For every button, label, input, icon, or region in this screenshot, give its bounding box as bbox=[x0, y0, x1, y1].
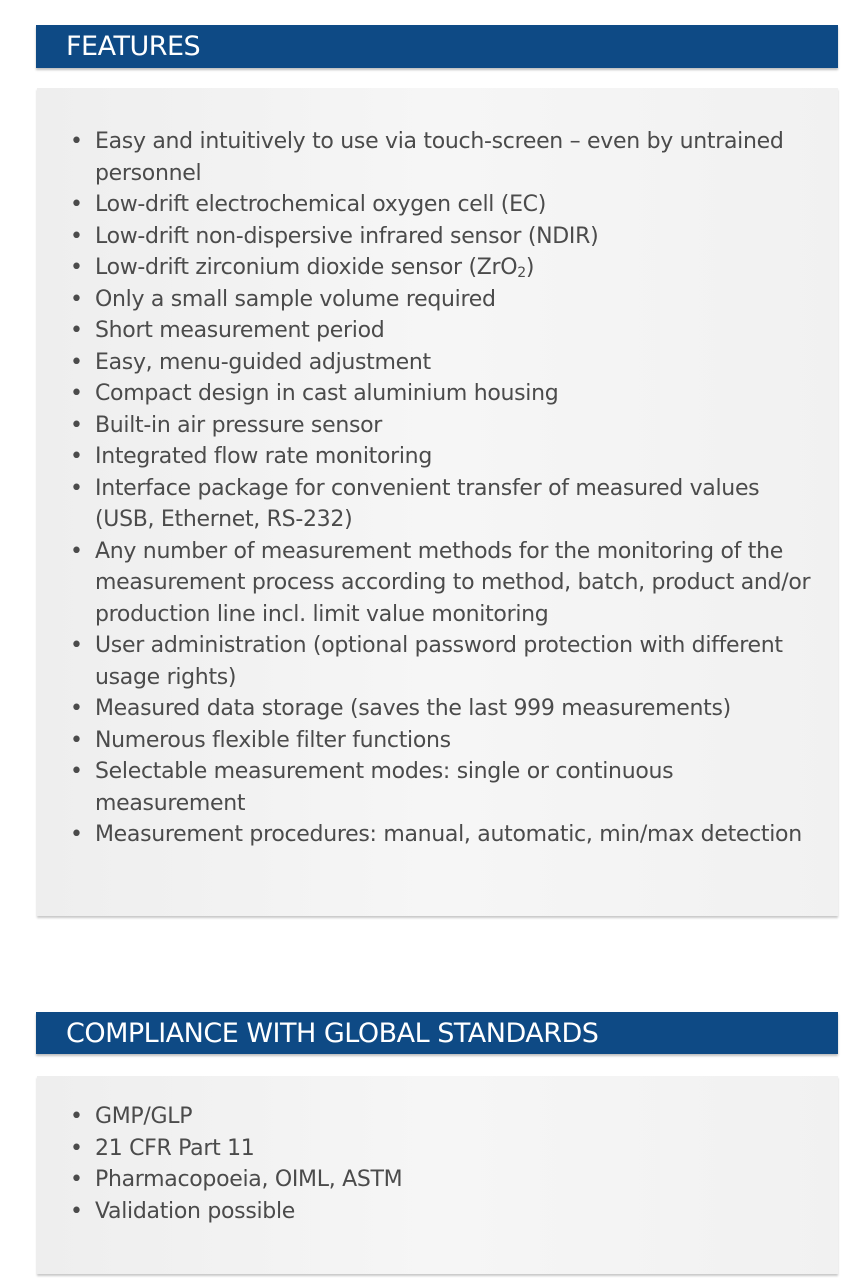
bullet-icon: • bbox=[70, 192, 83, 217]
list-item: • Low-drift non-dispersive infrared sensor (NDIR) bbox=[95, 221, 825, 253]
list-item: • Built-in air pressure sensor bbox=[95, 410, 825, 442]
bullet-icon: • bbox=[70, 1104, 83, 1129]
list-item: • User administration (optional password protection with different usage rights) bbox=[95, 630, 825, 693]
bullet-icon: • bbox=[70, 255, 83, 280]
compliance-header bbox=[36, 1012, 838, 1054]
list-item: • Numerous flexible filter functions bbox=[95, 725, 825, 757]
list-item: • 21 CFR Part 11 bbox=[95, 1133, 825, 1165]
list-item: • Compact design in cast aluminium housing bbox=[95, 378, 825, 410]
bullet-icon: • bbox=[70, 223, 83, 249]
list-item: • Low-drift electrochemical oxygen cell (EC) bbox=[95, 189, 825, 221]
list-item: • Easy and intuitively to use via touch-screen – even by untrained personnel bbox=[95, 126, 825, 189]
list-item: • Selectable measurement modes: single or continuous measurement bbox=[95, 756, 825, 819]
list-item: • Measurement procedures: manual, automatic, min/max detection bbox=[95, 819, 825, 851]
bullet-icon: • bbox=[70, 1135, 83, 1161]
bullet-icon: • bbox=[70, 1198, 83, 1224]
list-item: • Pharmacopoeia, OIML, ASTM bbox=[95, 1164, 825, 1196]
list-item: • Measured data storage (saves the last 999 measurements) bbox=[95, 693, 825, 725]
bullet-icon: • bbox=[70, 475, 83, 501]
features-header bbox=[36, 25, 838, 68]
bullet-icon: • bbox=[70, 349, 83, 375]
list-item: • Easy, menu-guided adjustment bbox=[95, 347, 825, 379]
compliance-title: COMPLIANCE WITH GLOBAL STANDARDS bbox=[66, 1018, 599, 1049]
bullet-icon: • bbox=[70, 538, 83, 564]
features-list bbox=[70, 126, 825, 851]
bullet-icon: • bbox=[70, 1167, 83, 1192]
compliance-panel bbox=[37, 1076, 838, 1274]
list-item: • Interface package for convenient transfer of measured values (USB, Ethernet, RS-232) bbox=[95, 473, 825, 536]
list-item: • Integrated flow rate monitoring bbox=[95, 441, 825, 473]
bullet-icon: • bbox=[70, 381, 83, 406]
list-item: • GMP/GLP bbox=[95, 1101, 825, 1133]
bullet-icon: • bbox=[70, 286, 83, 312]
bullet-icon: • bbox=[70, 633, 83, 658]
bullet-icon: • bbox=[70, 129, 83, 154]
bullet-icon: • bbox=[70, 696, 83, 721]
list-item: • Low-drift zirconium dioxide sensor (ZrO$_2$) bbox=[95, 252, 825, 284]
list-item: • Any number of measurement methods for the monitoring of the measurement process according to method, batch, product and/or production line incl. limit value monitoring bbox=[95, 536, 825, 631]
features-title: FEATURES bbox=[66, 31, 201, 62]
bullet-icon: • bbox=[70, 444, 83, 469]
bullet-icon: • bbox=[70, 318, 83, 343]
bullet-icon: • bbox=[70, 412, 83, 438]
list-item: • Validation possible bbox=[95, 1196, 825, 1228]
features-panel bbox=[37, 88, 838, 916]
subscript: 2 bbox=[517, 265, 526, 281]
bullet-icon: • bbox=[70, 727, 83, 753]
list-item: • Short measurement period bbox=[95, 315, 825, 347]
compliance-list bbox=[70, 1101, 825, 1227]
bullet-icon: • bbox=[70, 822, 83, 847]
list-item: • Only a small sample volume required bbox=[95, 284, 825, 316]
bullet-icon: • bbox=[70, 759, 83, 784]
